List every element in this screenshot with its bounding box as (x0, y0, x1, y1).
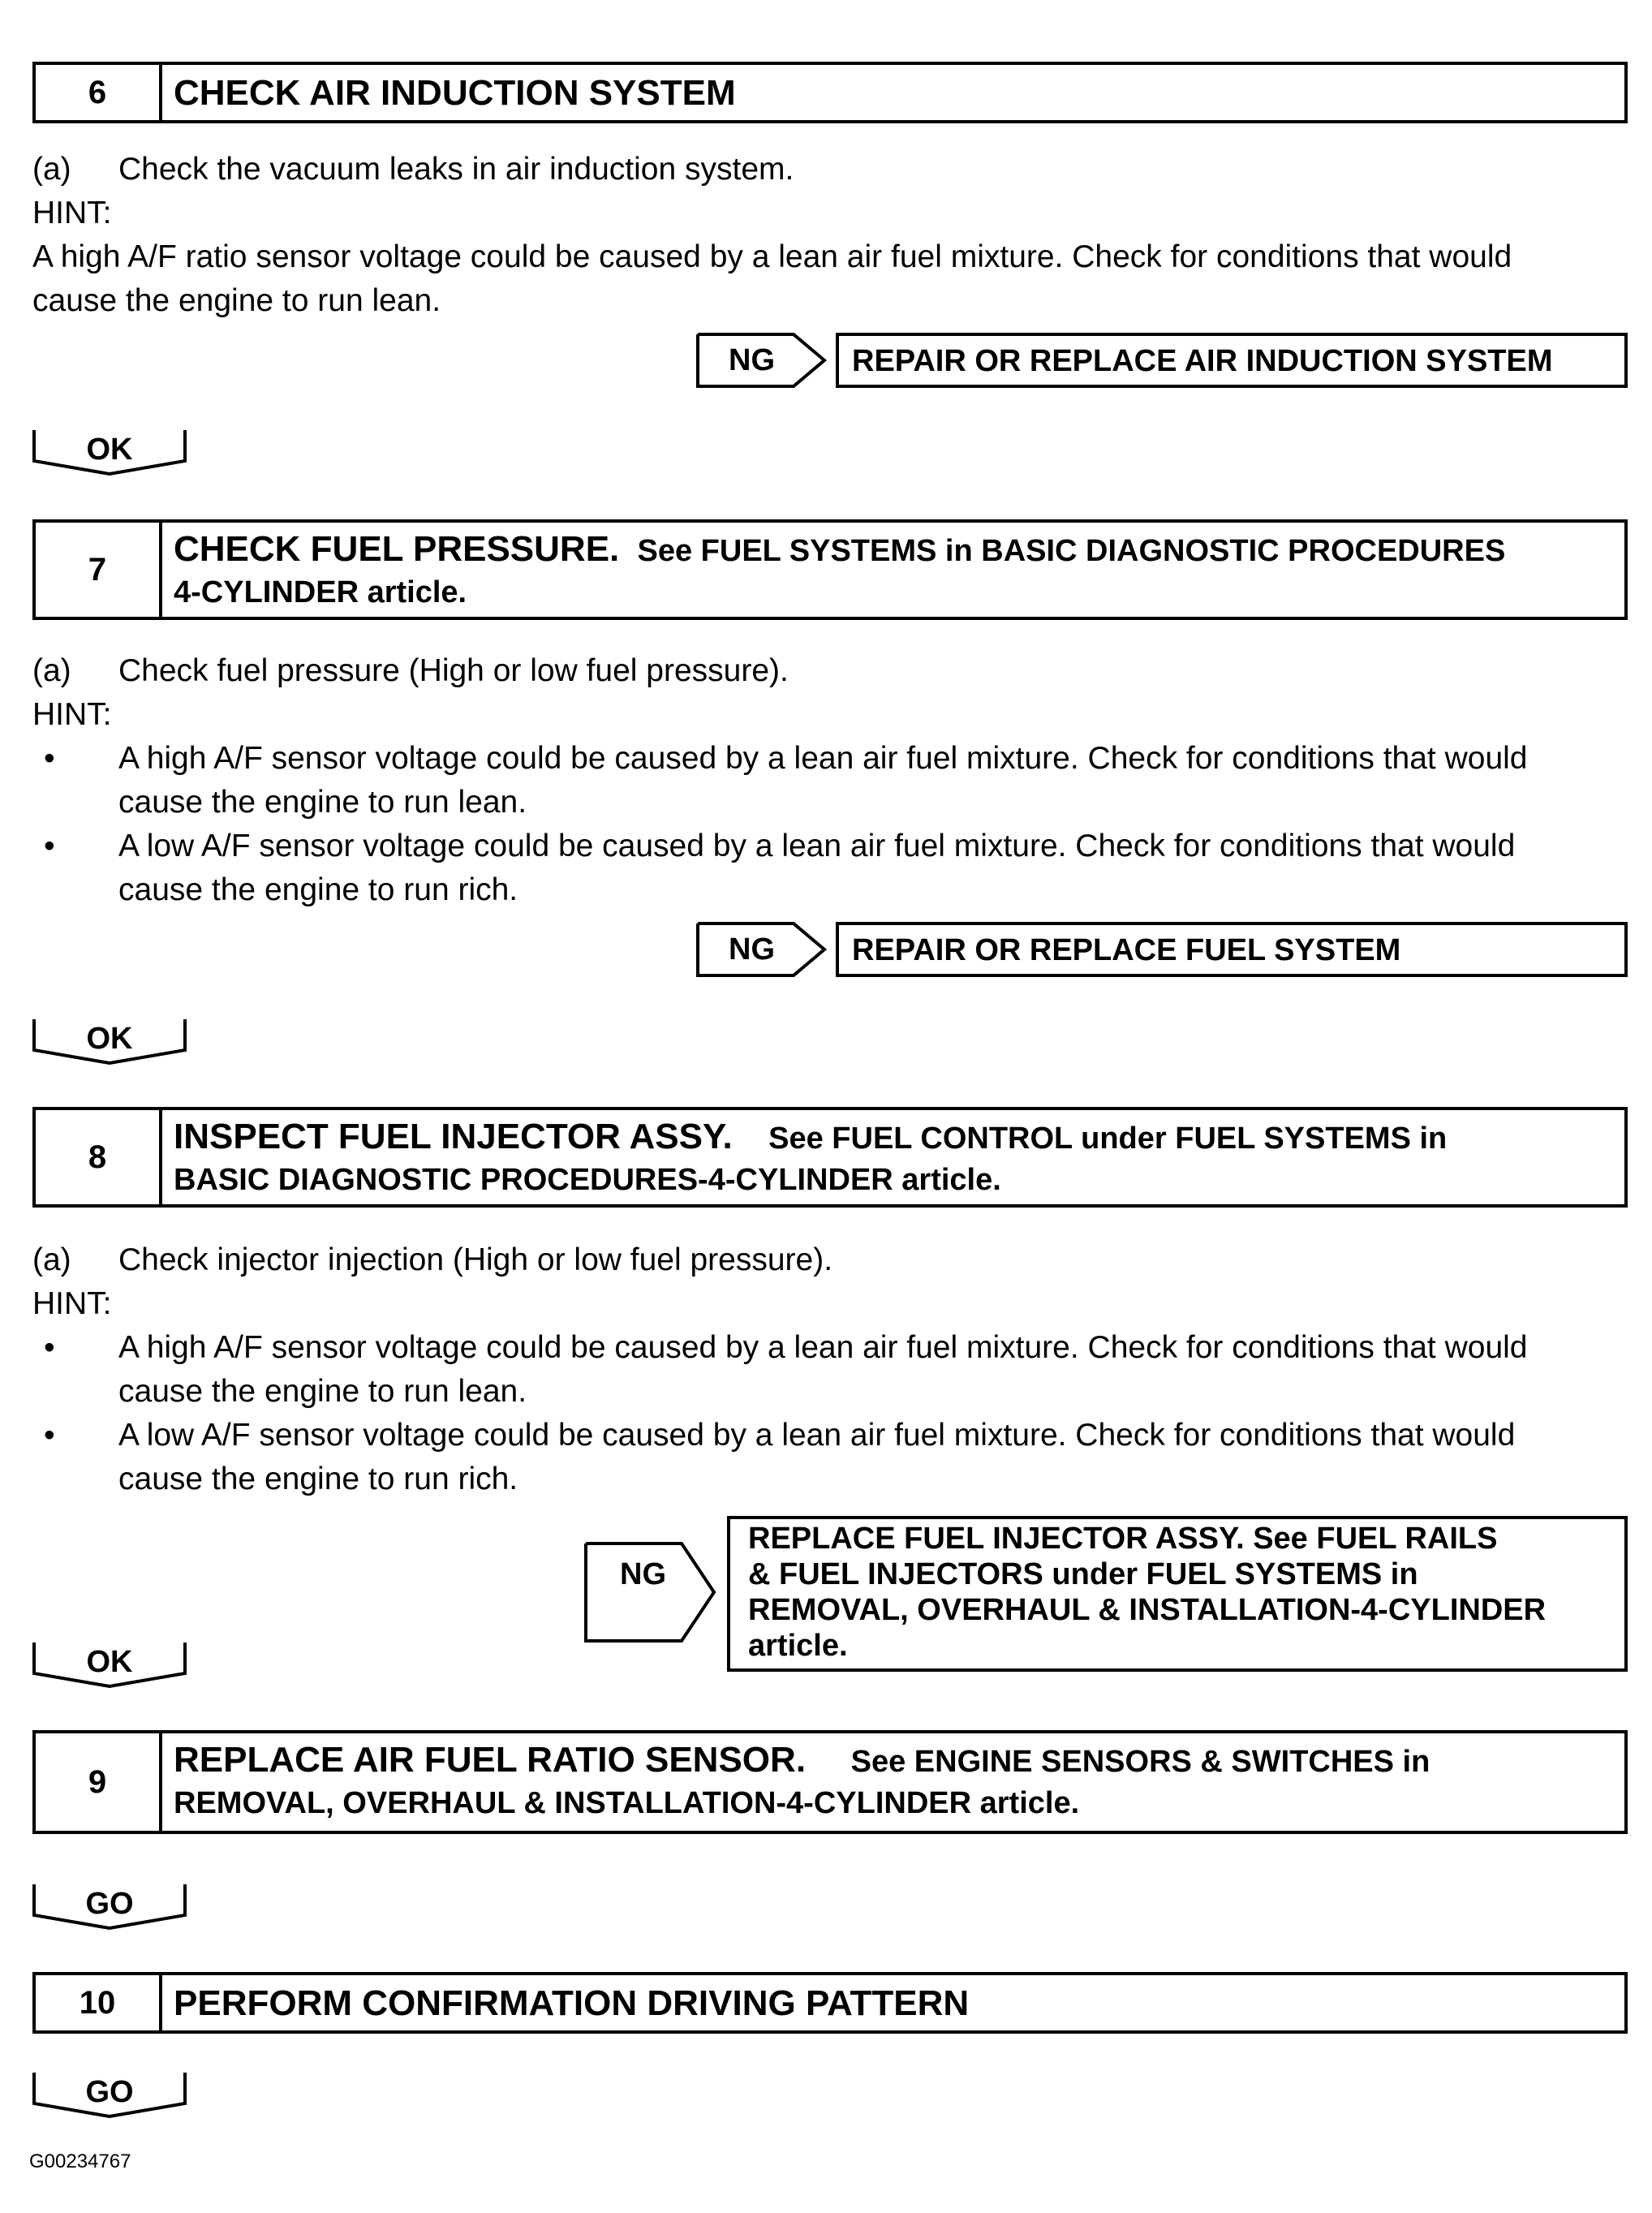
reference-text-cont: REMOVAL, OVERHAUL & INSTALLATION-4-CYLINDER article. (174, 1786, 1080, 1820)
step-title-text: REPLACE AIR FUEL RATIO SENSOR (174, 1740, 796, 1780)
step-9-header (32, 1730, 1628, 1834)
hint-text-line: cause the engine to run lean. (32, 283, 441, 318)
bullet-text-line: cause the engine to run lean. (118, 1374, 527, 1409)
step-title-text: CHECK AIR INDUCTION SYSTEM (174, 73, 736, 113)
figure-id: G00234767 (29, 2151, 131, 2172)
step-title (174, 1740, 1613, 1823)
bullet-text-line: A low A/F sensor voltage could be caused by a lean air fuel mixture. Check for conditions that would (118, 1418, 1516, 1453)
ok-arrow-button[interactable] (32, 1016, 187, 1065)
check-instruction: Check the vacuum leaks in air induction system. (118, 152, 794, 187)
step-10-header (32, 1972, 1628, 2034)
hint-label: HINT: (32, 196, 112, 230)
ng-result-text: REPAIR OR REPLACE AIR INDUCTION SYSTEM (852, 344, 1553, 378)
ng-result-line: REMOVAL, OVERHAUL & INSTALLATION-4-CYLINDER (748, 1593, 1547, 1627)
ok-arrow-button[interactable] (32, 1639, 187, 1688)
check-instruction: Check fuel pressure (High or low fuel pressure). (118, 653, 789, 688)
hint-label: HINT: (32, 1286, 112, 1321)
ng-branch-arrow[interactable] (696, 333, 834, 388)
ok-label: OK (86, 433, 133, 467)
title-period: . (722, 1117, 733, 1156)
ng-result-text: REPAIR OR REPLACE FUEL SYSTEM (852, 933, 1401, 967)
step-number: 9 (36, 1733, 162, 1831)
bullet-text-line: A high A/F sensor voltage could be caused by a lean air fuel mixture. Check for conditions that would (118, 741, 1528, 776)
ng-result-box (727, 1516, 1628, 1672)
step-title-text: CHECK FUEL PRESSURE (174, 529, 610, 569)
ng-label: NG (620, 1557, 666, 1591)
title-period: . (795, 1740, 807, 1780)
go-label: GO (85, 2075, 134, 2109)
ok-label: OK (86, 1645, 133, 1679)
step-number: 7 (36, 523, 162, 617)
ng-branch-arrow[interactable] (584, 1542, 730, 1643)
step-8-header (32, 1107, 1628, 1208)
ok-label: OK (86, 1022, 133, 1056)
bullet-text-line: cause the engine to run rich. (118, 1462, 518, 1496)
sub-item-label: (a) (32, 152, 71, 187)
step-6-header (32, 62, 1628, 123)
sub-item-label: (a) (32, 653, 71, 688)
reference-text-cont: 4-CYLINDER article. (174, 575, 467, 609)
bullet-marker: • (44, 829, 55, 863)
ng-result-box (836, 333, 1628, 388)
ok-arrow-button[interactable] (32, 427, 187, 476)
ng-result-line: article. (748, 1629, 848, 1663)
step-title (174, 73, 1613, 114)
step-title (174, 1983, 1613, 2025)
step-number: 8 (36, 1110, 162, 1204)
ng-label: NG (729, 932, 775, 967)
reference-text: See ENGINE SENSORS & SWITCHES in (850, 1745, 1430, 1779)
title-period: . (609, 529, 620, 569)
step-number: 10 (36, 1975, 162, 2030)
bullet-marker: • (44, 741, 55, 776)
ng-result-line: REPLACE FUEL INJECTOR ASSY. See FUEL RAILS (748, 1522, 1498, 1556)
ng-label: NG (729, 343, 775, 377)
bullet-text-line: A low A/F sensor voltage could be caused by a lean air fuel mixture. Check for conditions that would (118, 829, 1516, 863)
bullet-text-line: cause the engine to run lean. (118, 785, 527, 820)
hint-label: HINT: (32, 697, 112, 732)
step-title (174, 1117, 1613, 1200)
sub-item-label: (a) (32, 1242, 71, 1277)
go-arrow-button[interactable] (32, 2069, 187, 2118)
reference-text-cont: BASIC DIAGNOSTIC PROCEDURES-4-CYLINDER article. (174, 1163, 1001, 1197)
step-title-text: PERFORM CONFIRMATION DRIVING PATTERN (174, 1983, 970, 2023)
hint-text-line: A high A/F ratio sensor voltage could be caused by a lean air fuel mixture. Check for conditions that would (32, 239, 1512, 274)
go-arrow-button[interactable] (32, 1881, 187, 1930)
ng-result-line: & FUEL INJECTORS under FUEL SYSTEMS in (748, 1557, 1418, 1591)
ng-branch-arrow[interactable] (696, 922, 834, 977)
ng-result-text (748, 1521, 1546, 1664)
step-title-text: INSPECT FUEL INJECTOR ASSY (174, 1117, 723, 1156)
ng-result-box (836, 922, 1628, 977)
bullet-marker: • (44, 1418, 55, 1453)
reference-text: See FUEL CONTROL under FUEL SYSTEMS in (768, 1122, 1448, 1156)
bullet-marker: • (44, 1330, 55, 1365)
step-number: 6 (36, 65, 162, 120)
check-instruction: Check injector injection (High or low fuel pressure). (118, 1242, 833, 1277)
step-title (174, 529, 1613, 613)
bullet-text-line: A high A/F sensor voltage could be caused by a lean air fuel mixture. Check for conditions that would (118, 1330, 1528, 1365)
bullet-text-line: cause the engine to run rich. (118, 872, 518, 907)
reference-text: See FUEL SYSTEMS in BASIC DIAGNOSTIC PROCEDURES (637, 534, 1506, 568)
step-7-header (32, 519, 1628, 620)
go-label: GO (85, 1887, 134, 1921)
